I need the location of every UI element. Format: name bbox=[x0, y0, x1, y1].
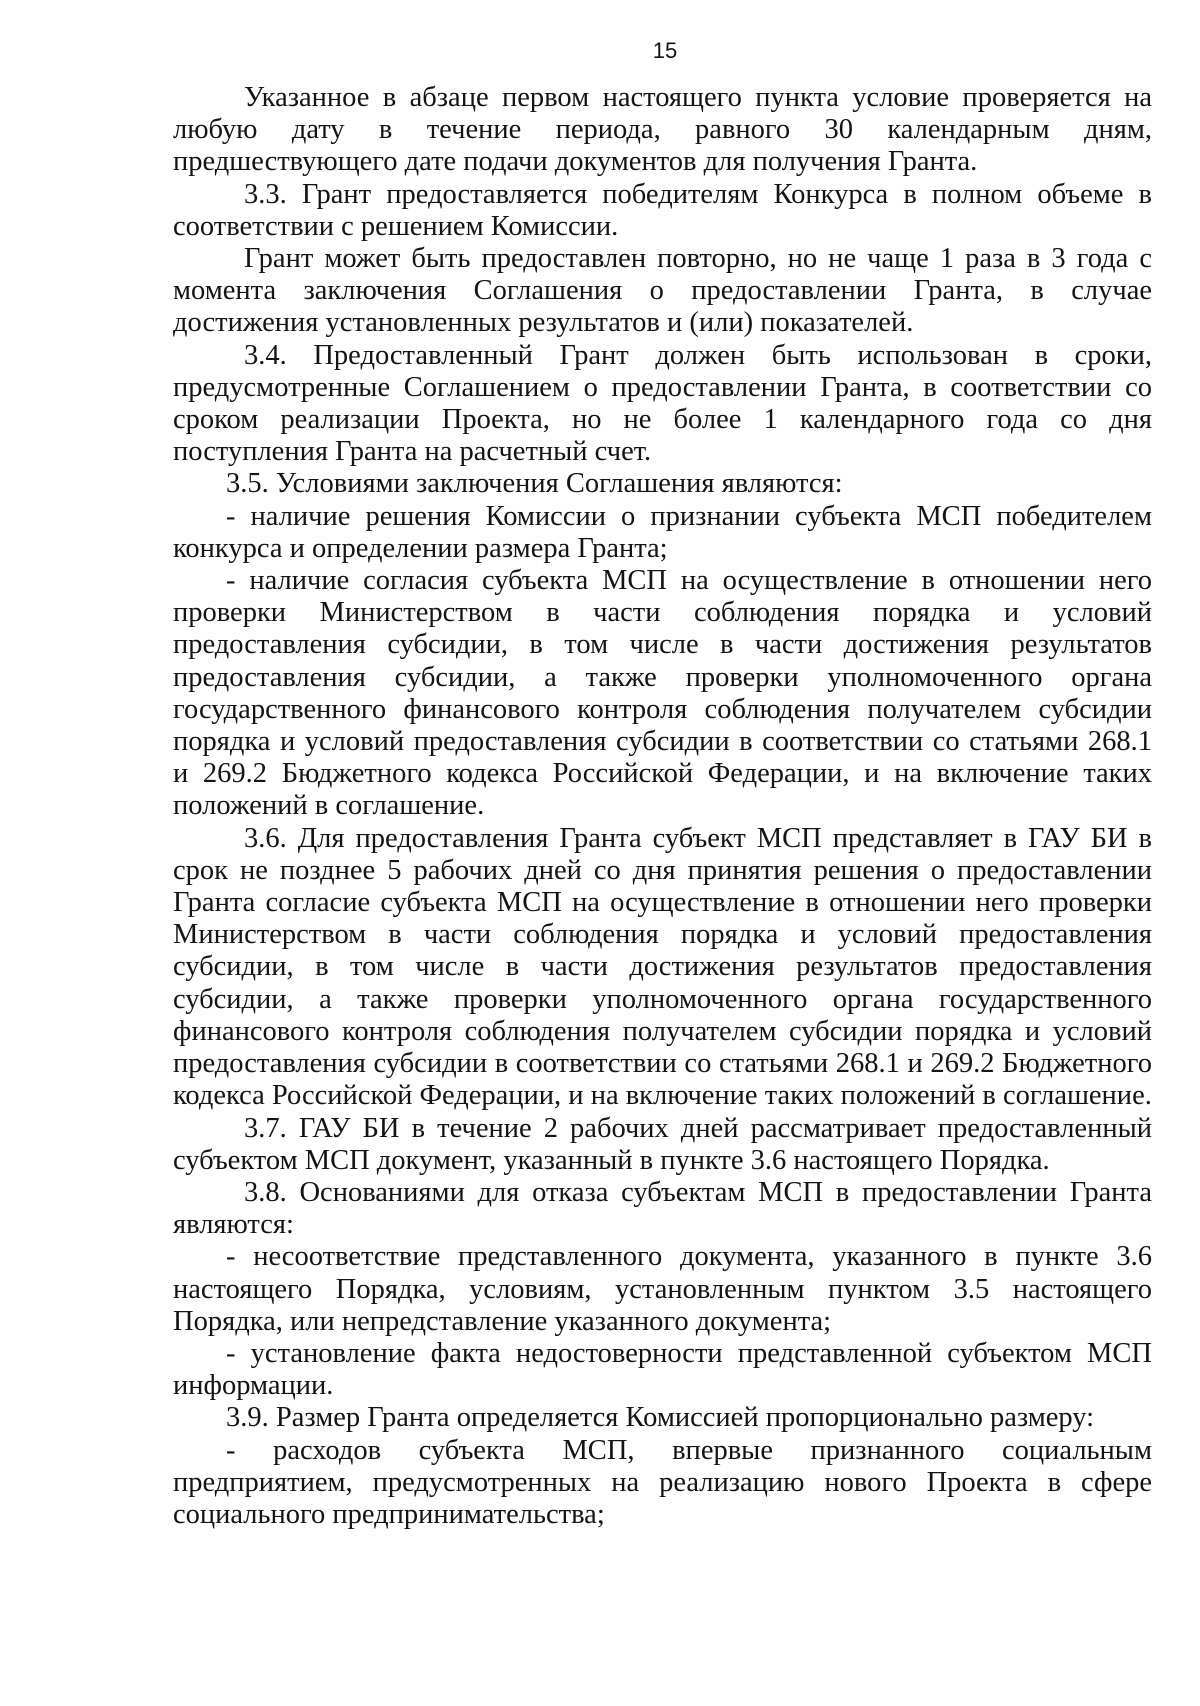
paragraph-3-6: 3.6. Для предоставления Гранта субъект МСП представляет в ГАУ БИ в срок не позднее 5 рабочих дней со дня принятия решения о предоставлении Гранта согласие субъекта МСП на осуществление в отношении него проверки Министерством в части соблюдения порядка и условий предоставления субсидии, в том числе в части достижения результатов предоставления субсидии, а также проверки уполномоченного органа государственного финансового контроля соблюдения получателем субсидии порядка и условий предоставления субсидии в соответствии со статьями 268.1 и 269.2 Бюджетного кодекса Российской Федерации, и на включение таких положений в соглашение. bbox=[173, 822, 1152, 1112]
paragraph-3-3: 3.3. Грант предоставляется победителям Конкурса в полном объеме в соответствии с решением Комиссии. bbox=[173, 178, 1152, 242]
list-item: - установление факта недостоверности представленной субъектом МСП информации. bbox=[173, 1337, 1152, 1402]
list-item: - наличие согласия субъекта МСП на осуществление в отношении него проверки Министерством в части соблюдения порядка и условий предоставления субсидии, в том числе в части достижения результатов предоставления субсидии, а также проверки уполномоченного органа государственного финансового контроля соблюдения получателем субсидии порядка и условий предоставления субсидии в соответствии со статьями 268.1 и 269.2 Бюджетного кодекса Российской Федерации, и на включение таких положений в соглашение. bbox=[173, 565, 1152, 822]
paragraph-3-7: 3.7. ГАУ БИ в течение 2 рабочих дней рассматривает предоставленный субъектом МСП документ, указанный в пункте 3.6 настоящего Порядка. bbox=[173, 1112, 1152, 1176]
list-item: - несоответствие представленного документа, указанного в пункте 3.6 настоящего Порядка, условиям, установленным пунктом 3.5 настоящего Порядка, или непредставление указанного документа; bbox=[173, 1241, 1152, 1337]
paragraph-3-9: 3.9. Размер Гранта определяется Комиссией пропорционально размеру: bbox=[226, 1402, 1095, 1434]
paragraph-3-5: 3.5. Условиями заключения Соглашения являются: bbox=[226, 468, 843, 500]
paragraph-3-4: 3.4. Предоставленный Грант должен быть использован в сроки, предусмотренные Соглашением о предоставлении Гранта, в соответствии со сроком реализации Проекта, но не более 1 календарного года со дня поступления Гранта на расчетный счет. bbox=[173, 339, 1152, 468]
paragraph: Указанное в абзаце первом настоящего пункта условие проверяется на любую дату в течение периода, равного 30 календарным дням, предшествующего дате подачи документов для получения Гранта. bbox=[173, 82, 1152, 178]
paragraph-3-8: 3.8. Основаниями для отказа субъектам МСП в предоставлении Гранта являются: bbox=[173, 1176, 1152, 1241]
document-body bbox=[173, 82, 1152, 1531]
list-item: - расходов субъекта МСП, впервые признанного социальным предприятием, предусмотренных на реализацию нового Проекта в сфере социального предпринимательства; bbox=[173, 1434, 1152, 1530]
page-number: 15 bbox=[652, 38, 678, 63]
paragraph: Грант может быть предоставлен повторно, но не чаще 1 раза в 3 года с момента заключения Соглашения о предоставлении Гранта, в случае достижения установленных результатов и (или) показателей. bbox=[173, 243, 1152, 339]
list-item: - наличие решения Комиссии о признании субъекта МСП победителем конкурса и определении размера Гранта; bbox=[173, 500, 1152, 564]
